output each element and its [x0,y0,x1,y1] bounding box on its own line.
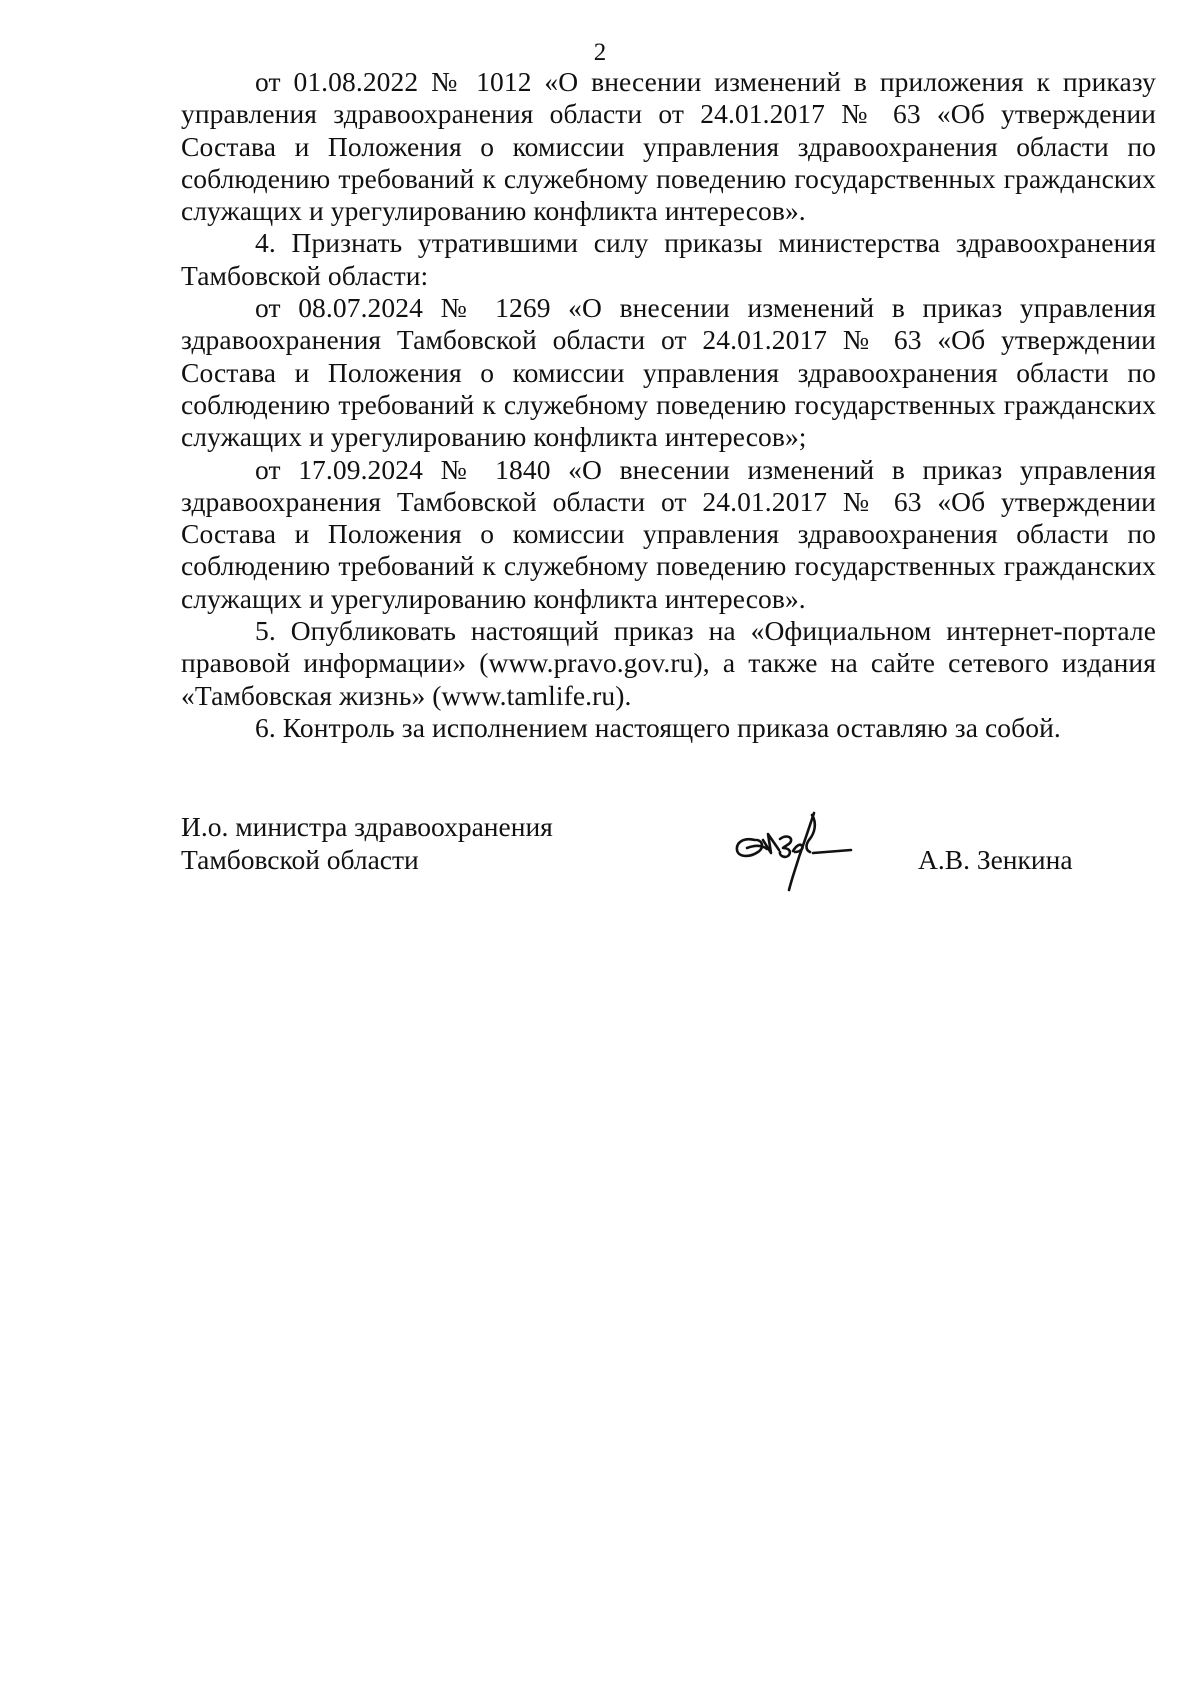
signature-block [181,810,1156,910]
signer-position-line-1: И.о. министра здравоохранения [181,811,553,842]
handwritten-signature-icon [729,810,853,896]
document-body [181,66,1156,744]
page-number: 2 [593,39,607,66]
paragraph-item-6: 6. Контроль за исполнением настоящего приказа оставляю за собой. [255,711,1061,743]
signer-name: А.В. Зенкина [918,844,1073,875]
paragraph-order-2024-1269: от 08.07.2024 № 1269 «О внесении изменений в приказ управления здравоохранения Тамбовской области от 24.01.2017 № 63 «Об утверждении Состава и Положения о комиссии управления здравоохранения области по соблюдению требований к служебному поведению государственных гражданских служащих и урегулированию конфликта интересов»; [181,292,1156,453]
paragraph-item-4: 4. Признать утратившими силу приказы министерства здравоохранения Тамбовской области: [181,227,1156,291]
signer-position-line-2: Тамбовской области [181,844,419,875]
paragraph-order-2024-1840: от 17.09.2024 № 1840 «О внесении изменений в приказ управления здравоохранения Тамбовской области от 24.01.2017 № 63 «Об утверждении Состава и Положения о комиссии управления здравоохранения области по соблюдению требований к служебному поведению государственных гражданских служащих и урегулированию конфликта интересов». [181,453,1156,614]
signer-position [181,810,553,876]
paragraph-item-5: 5. Опубликовать настоящий приказ на «Официальном интернет-портале правовой информации» (www.pravo.gov.ru), а также на сайте сетевого издания «Тамбовская жизнь» (www.tamlife.ru). [181,615,1156,711]
paragraph-order-2022-1012: от 01.08.2022 № 1012 «О внесении изменений в приложения к приказу управления здравоохранения области от 24.01.2017 № 63 «Об утверждении Состава и Положения о комиссии управления здравоохранения области по соблюдению требований к служебному поведению государственных гражданских служащих и урегулированию конфликта интересов». [181,66,1156,227]
